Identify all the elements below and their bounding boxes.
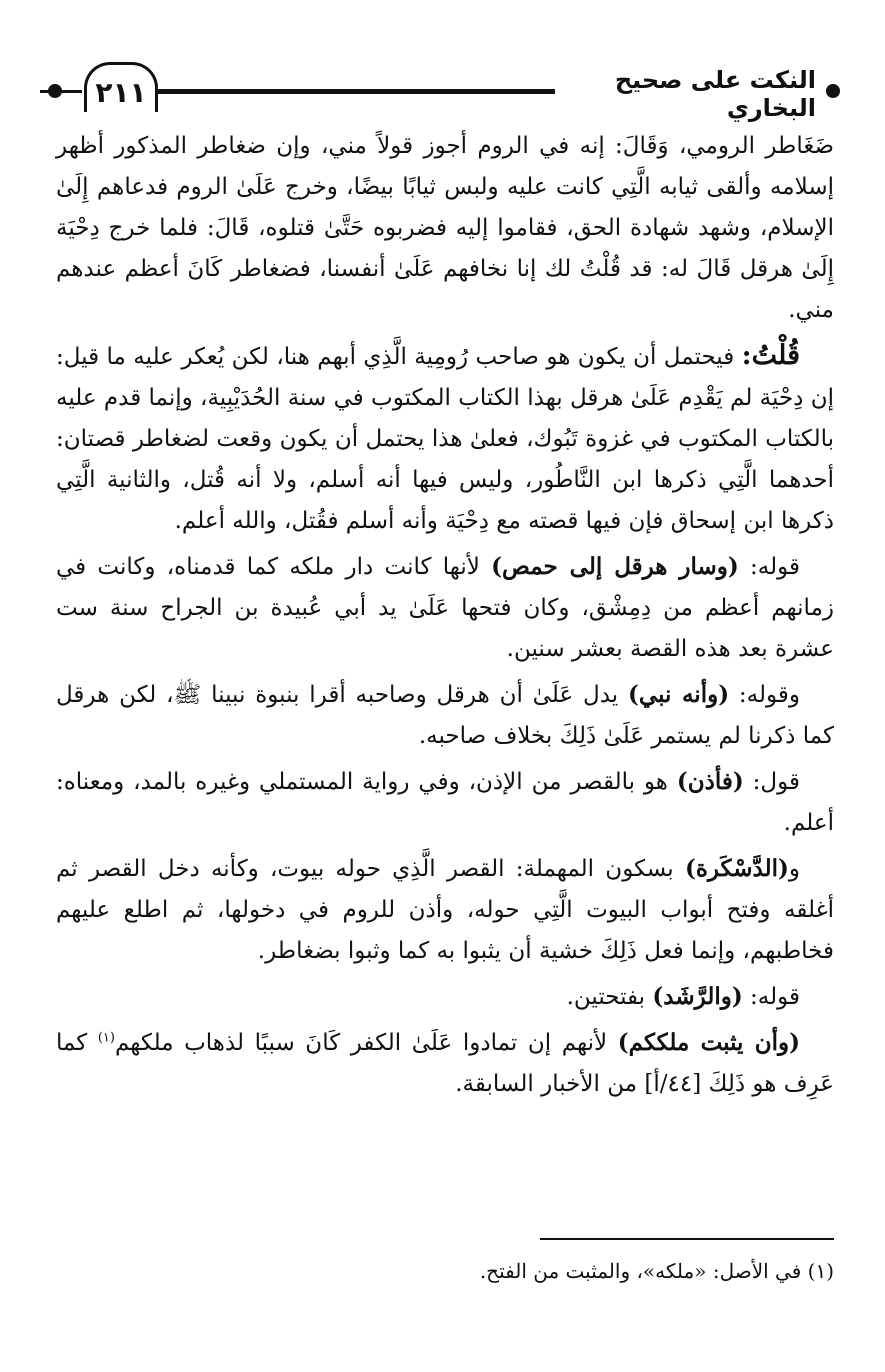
quoted-phrase: (وأن يثبت ملككم) bbox=[617, 1029, 800, 1056]
paragraph-text: يدل عَلَىٰ أن هرقل وصاحبه أقرا بنبوة نبينا ﷺ، لكن هرقل كما ذكرنا لم يستمر عَلَىٰ ذَلِكَ بخلاف صاحبه. bbox=[56, 682, 834, 749]
qult-heading: قُلْتُ: bbox=[741, 340, 800, 371]
paragraph-2 bbox=[56, 335, 834, 542]
quoted-phrase: (وسار هرقل إلى حمص) bbox=[491, 553, 739, 580]
paragraph-lead: وقوله: bbox=[729, 682, 800, 708]
paragraph-3 bbox=[56, 546, 834, 670]
paragraph-1 bbox=[56, 126, 834, 331]
quoted-phrase: (وأنه نبي) bbox=[628, 681, 730, 708]
footnote-reference[interactable]: (١) bbox=[97, 1030, 115, 1046]
paragraph-lead: قوله: bbox=[738, 554, 800, 580]
paragraph-text: كما عَرِف هو ذَلِكَ [٤٤/أ] من الأخبار السابقة. bbox=[56, 1030, 834, 1097]
paragraph-8 bbox=[56, 1022, 834, 1105]
paragraph-lead: قول: bbox=[743, 769, 800, 795]
footnote-separator bbox=[540, 1238, 834, 1240]
quoted-phrase: (الدَّسْكَرة) bbox=[684, 855, 789, 882]
paragraph-text: ضَغَاطر الرومي، وَقَالَ: إنه في الروم أجوز قولاً مني، وإن ضغاطر المذكور أظهر إسلامه وألقى ثيابه الَّتِي كانت عليه ولبس ثيابًا بيضًا، وخرج عَلَىٰ الروم فدعاهم إِلَىٰ الإسلام، وشهد شهادة الحق، فقاموا إليه فضربوه حَتَّىٰ قتلوه، قَالَ: فلما خرج دِحْيَة إِلَىٰ هرقل قَالَ له: قد قُلْتُ لك إنا نخافهم عَلَىٰ أنفسنا، فضغاطر كَانَ أعظم عندهم مني. bbox=[56, 133, 834, 323]
paragraph-4 bbox=[56, 674, 834, 757]
header-rule bbox=[158, 89, 555, 94]
paragraph-6 bbox=[56, 848, 834, 972]
main-text bbox=[56, 126, 834, 1109]
paragraph-5 bbox=[56, 761, 834, 844]
header-rule-left bbox=[40, 90, 82, 93]
paragraph-text: فيحتمل أن يكون هو صاحب رُومِية الَّذِي أبهم هنا، لكن يُعكر عليه ما قيل: إن دِحْيَة لم يَقْدِم عَلَىٰ هرقل بهذا الكتاب المكتوب في سنة الحُدَيْبِية، وإنما قدم عليه بالكتاب المكتوب في غزوة تَبُوك، فعلىٰ هذا يحتمل أن يكون وقعت لضغاطر قصتان: أحدهما الَّتِي ذكرها ابن النَّاطُور، وليس فيها أنه أسلم، ولا أنه قُتل، والثانية الَّتِي ذكرها ابن إسحاق فإن فيها قصته مع دِحْيَة وأنه أسلم فقُتل، والله أعلم. bbox=[56, 344, 834, 534]
paragraph-text: لأنهم إن تمادوا عَلَىٰ الكفر كَانَ سببًا لذهاب ملكهم bbox=[114, 1030, 618, 1056]
paragraph-text: لأنها كانت دار ملكه كما قدمناه، وكانت في زمانهم أعظم من دِمِشْق، وكان فتحها عَلَىٰ يد أبي عُبيدة بن الجراح سنة ست عشرة بعد هذه القصة بعشر سنين. bbox=[56, 554, 834, 662]
page-number: ٢١١ bbox=[84, 62, 158, 112]
paragraph-text: بسكون المهملة: القصر الَّذِي حوله بيوت، وكأنه دخل القصر ثم أغلقه وفتح أبواب البيوت الَّتِي حوله، وأذن للروم في دخولها، ثم اطلع عليهم فخاطبهم، وإنما فعل ذَلِكَ خشية أن يثبوا به كما وثبوا بضغاطر. bbox=[56, 856, 834, 964]
page-header bbox=[40, 62, 840, 122]
paragraph-lead: و bbox=[788, 856, 800, 882]
paragraph-text: هو بالقصر من الإذن، وفي رواية المستملي وغيره بالمد، ومعناه: أعلم. bbox=[56, 769, 834, 836]
quoted-phrase: (فأذن) bbox=[676, 768, 744, 795]
quoted-phrase: (والرَّشَد) bbox=[652, 983, 743, 1010]
paragraph-7 bbox=[56, 976, 834, 1018]
paragraph-lead: قوله: bbox=[742, 984, 800, 1010]
footnote: (١) في الأصل: «ملكه»، والمثبت من الفتح. bbox=[479, 1259, 834, 1283]
paragraph-text: بفتحتين. bbox=[566, 984, 653, 1010]
running-title: النكت على صحيح البخاري bbox=[614, 66, 816, 122]
header-dot-right bbox=[826, 84, 840, 98]
